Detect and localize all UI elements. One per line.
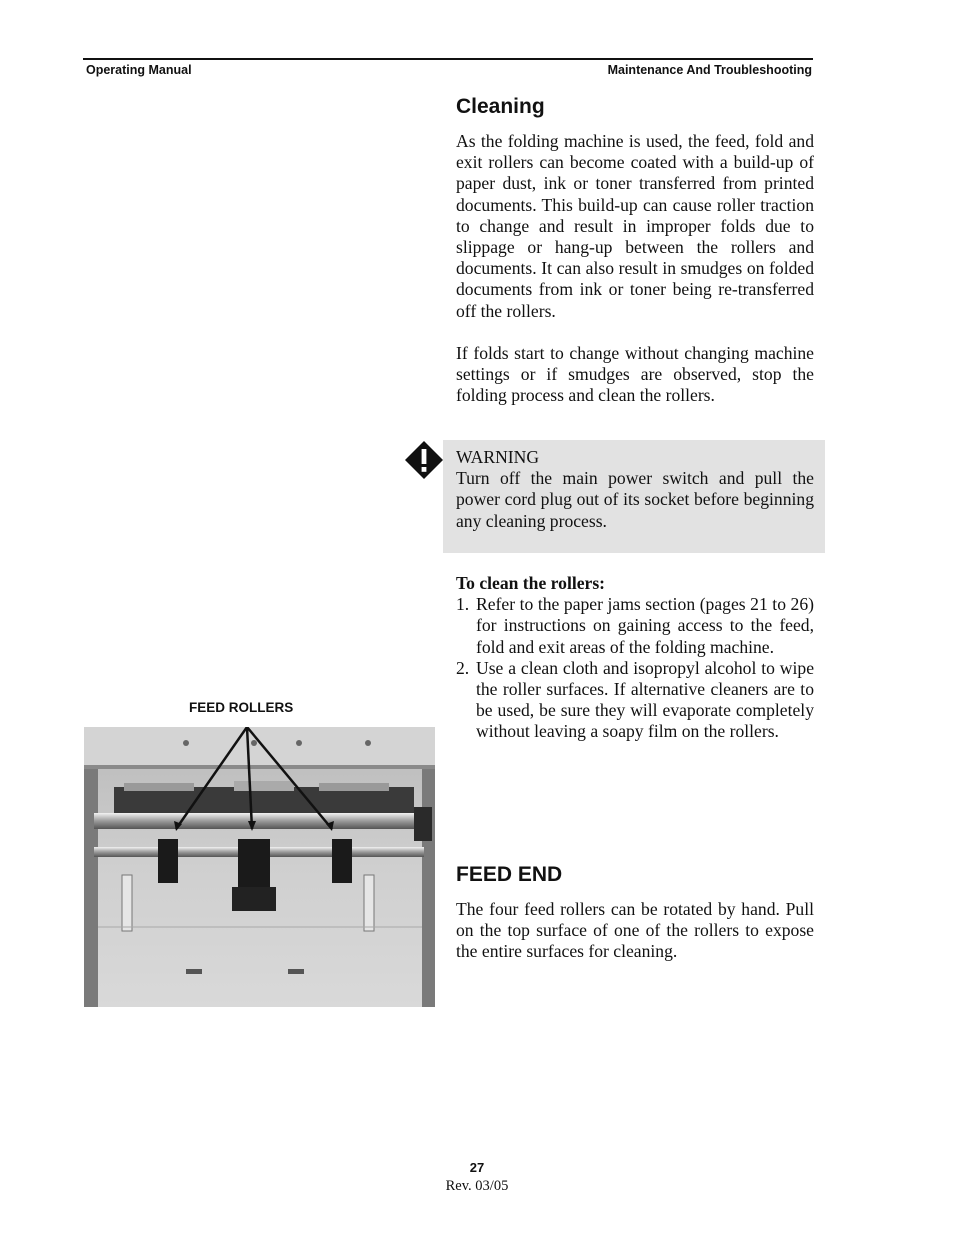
page-number: 27 [469, 1160, 485, 1175]
step-number: 1. [456, 594, 470, 615]
feed-end-heading: FEED END [456, 863, 563, 886]
step-text: Use a clean cloth and isopropyl alcohol to wipe the roller surfaces. If alternative cleaners are to be used, be sure they will evaporate completely without leaving a soapy film on the rollers. [476, 657, 814, 742]
exclamation-diamond-icon [404, 440, 444, 480]
header-rule [83, 58, 813, 60]
warning-content [456, 447, 814, 532]
header-manual-title: Operating Manual [86, 63, 192, 77]
feed-end-paragraph: The four feed rollers can be rotated by hand. Pull on the top surface of one of the rollers to expose the entire surfaces for cleaning. [456, 899, 814, 962]
warning-title: WARNING [456, 447, 540, 467]
feed-rollers-photo [84, 727, 435, 1007]
revision-label: Rev. 03/05 [445, 1178, 509, 1194]
procedure [456, 573, 814, 743]
procedure-title: To clean the rollers: [456, 573, 606, 593]
procedure-step [456, 658, 814, 743]
cleaning-paragraph-1: As the folding machine is used, the feed, fold and exit rollers can become coated with a build-up of paper dust, ink or toner transferred from printed documents. This build-up can cause roller traction to change and result in improper folds due to slippage or hang-up between the rollers and documents. It can also result in smudges on folded documents from ink or toner being re-transferred off the rollers. [456, 131, 814, 321]
cleaning-paragraph-2: If folds start to change without changing machine settings or if smudges are observed, stop the folding process and clean the rollers. [456, 343, 814, 406]
step-number: 2. [456, 657, 470, 678]
cleaning-heading: Cleaning [456, 95, 545, 118]
warning-text: Turn off the main power switch and pull the power cord plug out of its socket before beginning any cleaning process. [456, 468, 814, 531]
procedure-step [456, 594, 814, 658]
step-text: Refer to the paper jams section (pages 21 to 26) for instructions on gaining access to the feed, fold and exit areas of the folding machine. [476, 594, 814, 657]
header-section-title: Maintenance And Troubleshooting [607, 63, 812, 77]
figure-caption: FEED ROLLERS [189, 700, 294, 715]
